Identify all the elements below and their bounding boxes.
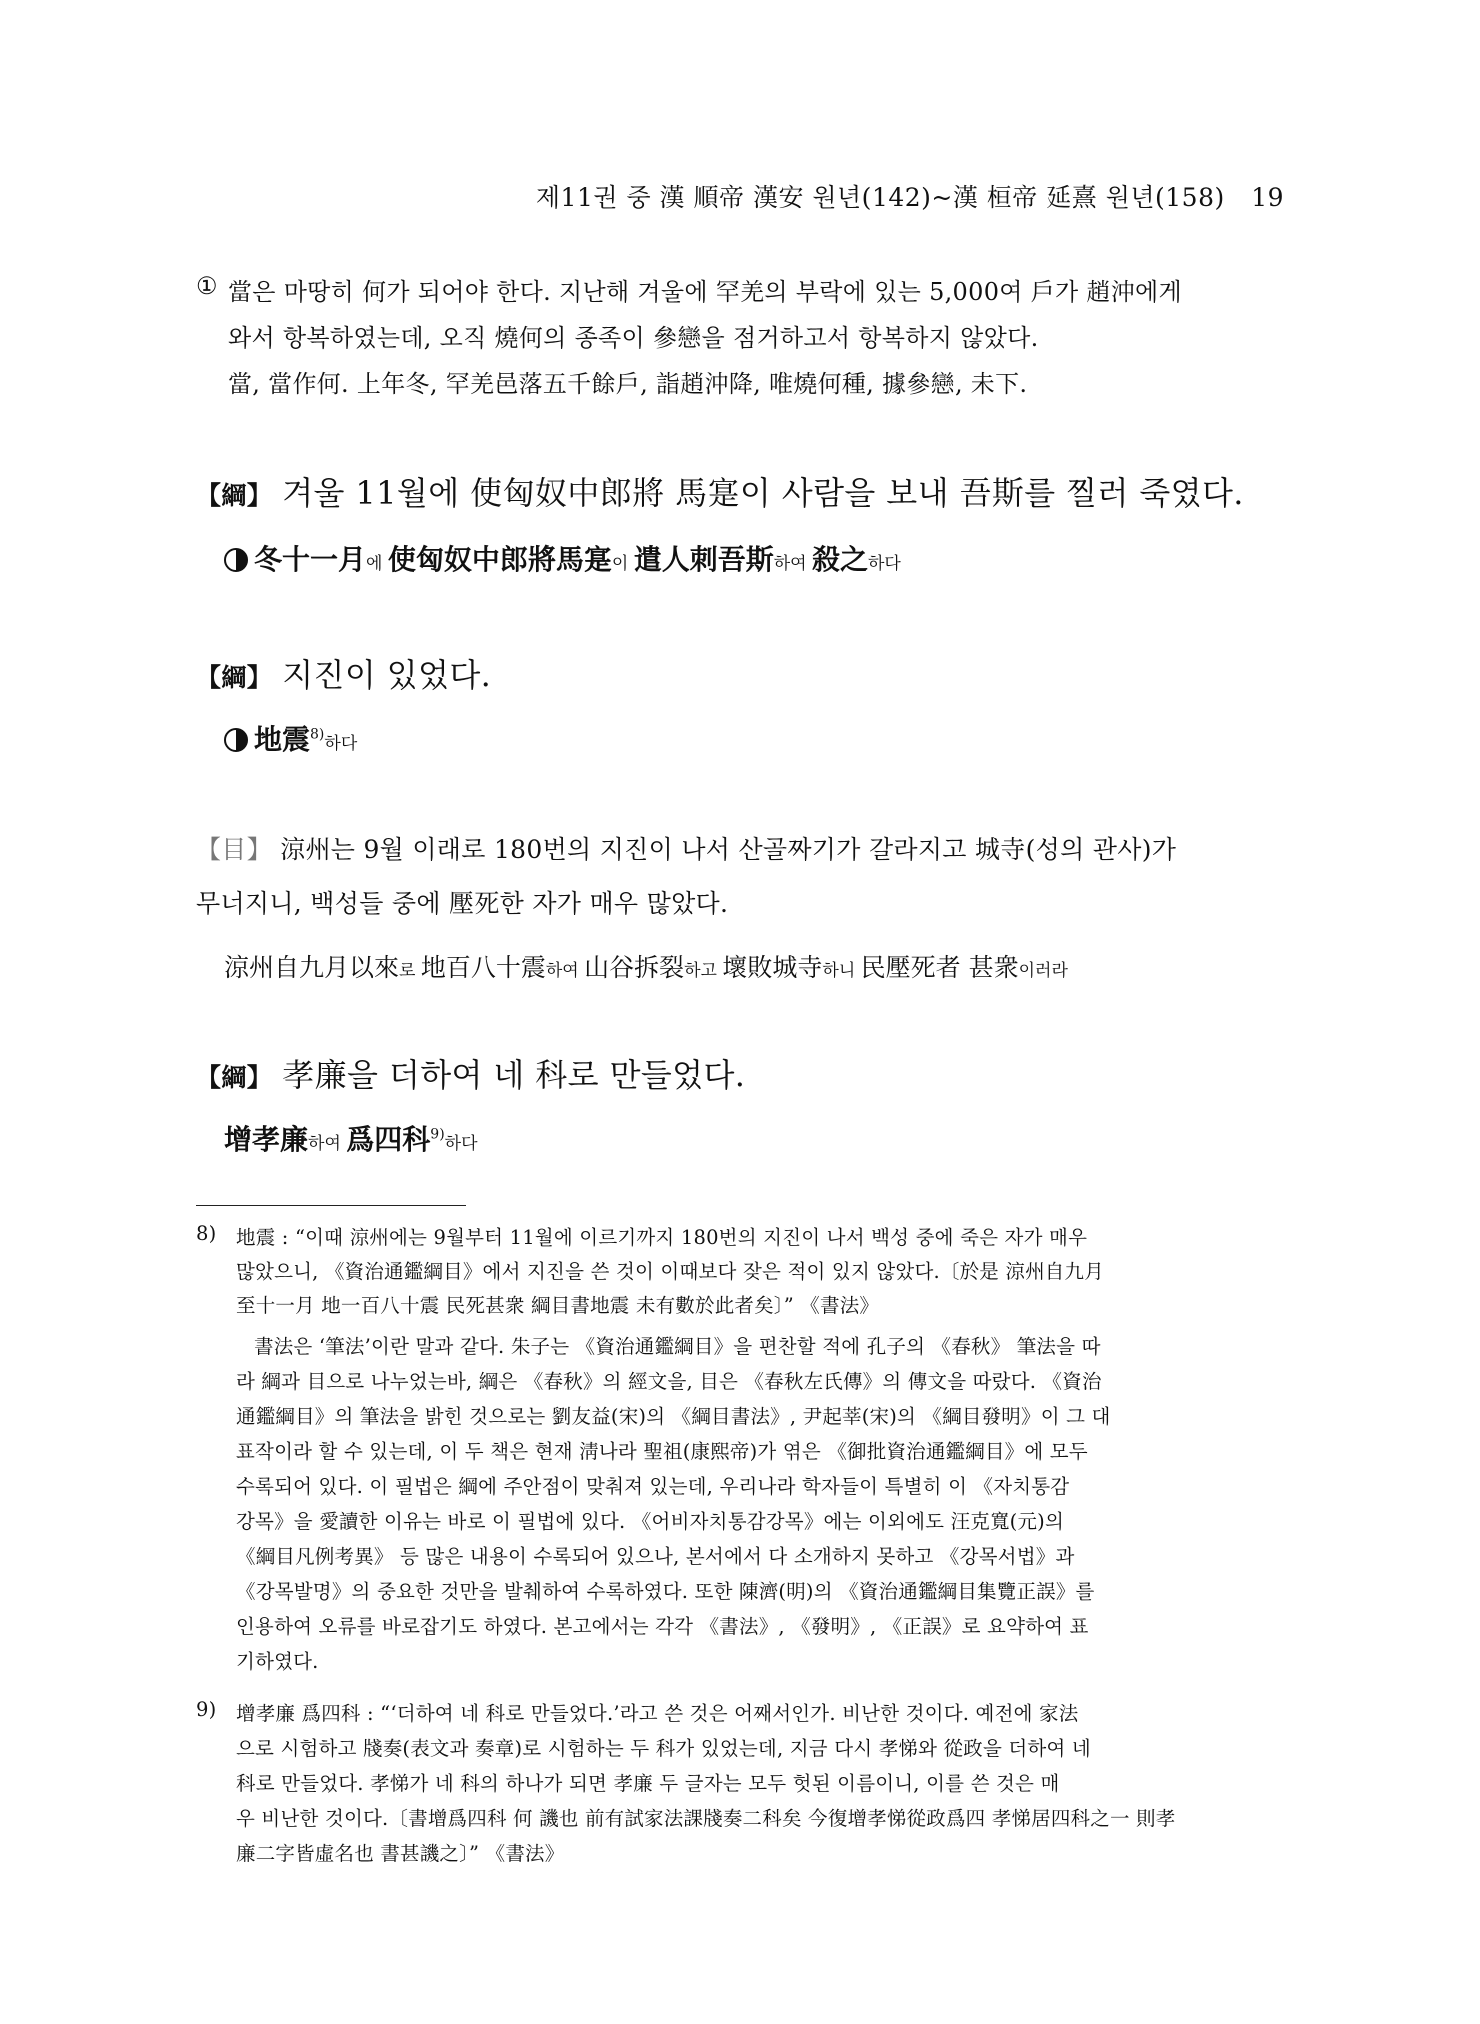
footnote-8-line: 《綱目凡例考異》 등 많은 내용이 수록되어 있으나, 본서에서 다 소개하지 못하고 《강목서법》과 <box>236 1545 1075 1568</box>
mok-entry-line-2: 무너지니, 백성들 중에 壓死한 자가 매우 많았다. <box>196 889 729 918</box>
footnote-ref-8[interactable]: 8) <box>310 726 325 743</box>
source-particle: 하여 <box>545 961 585 981</box>
kang-entry-4 <box>196 1050 745 1096</box>
footnote-9-line: 科로 만들었다. 孝悌가 네 科의 하나가 되면 孝廉 두 글자는 모두 헛된 이름이니, 이를 쓴 것은 매 <box>236 1772 1060 1795</box>
source-particle: 하다 <box>324 734 358 754</box>
source-chars: 遣人刺吾斯 <box>633 543 774 576</box>
running-header <box>536 178 1284 214</box>
source-text <box>254 543 901 576</box>
footnote-8-line: 많았으니, 《資治通鑑綱目》에서 지진을 쓴 것이 이때보다 잦은 적이 있지 않았다.〔於是 涼州自九月 <box>236 1260 1104 1283</box>
footnote-8-line: 인용하여 오류를 바로잡기도 하였다. 본고에서는 각각 《書法》, 《發明》, 《正誤》로 요약하여 표 <box>236 1615 1089 1638</box>
source-chars: 地百八十震 <box>420 953 546 982</box>
footnote-8-line: 라 綱과 目으로 나누었는바, 綱은 《春秋》의 經文을, 目은 《春秋左氏傳》의 傳文을 따랐다. 《資治 <box>236 1370 1102 1393</box>
source-chars: 民壓死者 甚衆 <box>860 953 1019 982</box>
note1-line-3: 當, 當作何. 上年冬, 罕羌邑落五千餘戶, 詣趙沖降, 唯燒何種, 據參戀, 未下. <box>228 370 1028 398</box>
footnote-9-label: 9) <box>196 1698 217 1721</box>
source-chars: 山谷拆裂 <box>584 953 685 982</box>
source-chars: 涼州自九月以來 <box>224 953 400 982</box>
source-chars: 使匈奴中郎將馬寔 <box>387 543 612 576</box>
kang-bracket: 【綱】 <box>196 481 273 510</box>
source-chars: 壞敗城寺 <box>722 953 823 982</box>
source-particle: 하여 <box>773 554 812 574</box>
page-number: 19 <box>1251 183 1284 212</box>
kang-korean-text: 孝廉을 더하여 네 科로 만들었다. <box>282 1056 746 1094</box>
source-line-1 <box>224 538 901 578</box>
footnote-8-line: 通鑑綱目》의 筆法을 밝힌 것으로는 劉友益(宋)의 《綱目書法》, 尹起莘(宋)의 《綱目發明》이 그 대 <box>236 1405 1111 1428</box>
source-chars: 殺之 <box>811 543 868 576</box>
source-particle: 에 <box>366 554 388 574</box>
source-line-4 <box>224 1118 478 1158</box>
source-line-2 <box>224 718 357 758</box>
source-particle: 하니 <box>822 961 861 981</box>
mok-entry-line-1 <box>196 830 1176 866</box>
source-text <box>224 953 1068 982</box>
source-chars: 冬十一月 <box>254 543 367 576</box>
note-marker: ① <box>196 272 218 300</box>
kang-bracket: 【綱】 <box>196 1063 273 1092</box>
running-title: 제11권 중 漢 順帝 漢安 원년(142)~漢 桓帝 延熹 원년(158) <box>535 183 1225 212</box>
note1-line-2: 와서 항복하였는데, 오직 燒何의 종족이 參戀을 점거하고서 항복하지 않았다. <box>228 324 1039 352</box>
kang-korean-text: 지진이 있었다. <box>282 656 492 694</box>
source-line-3 <box>224 948 1068 984</box>
footnote-9-line: 으로 시험하고 牋奏(表文과 奏章)로 시험하는 두 科가 있었는데, 지금 다시 孝悌와 從政을 더하여 네 <box>236 1737 1091 1760</box>
half-circle-icon <box>224 728 248 752</box>
source-text <box>224 1123 478 1156</box>
kang-bracket: 【綱】 <box>196 663 273 692</box>
kang-korean-text: 겨울 11월에 使匈奴中郎將 馬寔이 사람을 보내 吾斯를 찔러 죽였다. <box>282 474 1244 512</box>
source-text: 地震 <box>254 723 311 756</box>
footnote-9-line: 增孝廉 爲四科 : “‘더하여 네 科로 만들었다.’라고 쓴 것은 어째서인가. 비난한 것이다. 예전에 家法 <box>236 1702 1079 1725</box>
footnote-8-line: 至十一月 地一百八十震 民死甚衆 綱目書地震 未有數於此者矣〕” 《書法》 <box>236 1294 880 1317</box>
source-chars: 增孝廉 <box>224 1123 309 1156</box>
footnote-ref-9[interactable]: 9) <box>430 1126 445 1143</box>
footnote-8-line: 강목》을 愛讀한 이유는 바로 이 필법에 있다. 《어비자치통감강목》에는 이외에도 汪克寬(元)의 <box>236 1510 1065 1533</box>
source-particle: 하다 <box>867 554 901 574</box>
source-particle: 로 <box>399 961 421 981</box>
source-particle: 하여 <box>308 1134 347 1154</box>
footnote-8-line: 《강목발명》의 중요한 것만을 발췌하여 수록하였다. 또한 陳濟(明)의 《資治通鑑綱目集覽正誤》를 <box>236 1580 1095 1603</box>
mok-bracket: 【目】 <box>196 835 272 864</box>
kang-entry-1 <box>196 468 1244 514</box>
footnote-8-label: 8) <box>196 1222 217 1245</box>
source-particle: 이러라 <box>1018 961 1068 981</box>
note1-line-1: 當은 마땅히 何가 되어야 한다. 지난해 겨울에 罕羌의 부락에 있는 5,000여 戶가 趙沖에게 <box>228 278 1182 306</box>
source-particle: 하고 <box>684 961 723 981</box>
source-chars: 爲四科 <box>346 1123 431 1156</box>
footnote-8-line: 地震 : “이때 涼州에는 9월부터 11월에 이르기까지 180번의 지진이 나서 백성 중에 죽은 자가 매우 <box>236 1226 1088 1249</box>
mok-text: 涼州는 9월 이래로 180번의 지진이 나서 산골짜기가 갈라지고 城寺(성의 관사)가 <box>280 835 1177 864</box>
source-particle: 하다 <box>444 1134 478 1154</box>
footnote-8-line: 수록되어 있다. 이 필법은 綱에 주안점이 맞춰져 있는데, 우리나라 학자들이 특별히 이 《자치통감 <box>236 1475 1070 1498</box>
source-particle: 이 <box>611 554 634 574</box>
half-circle-icon <box>224 548 248 572</box>
footnote-8-line: 표작이라 할 수 있는데, 이 두 책은 현재 淸나라 聖祖(康熙帝)가 엮은 《御批資治通鑑綱目》에 모두 <box>236 1440 1088 1463</box>
footnote-8-line: 기하였다. <box>236 1650 319 1673</box>
footnote-divider <box>196 1205 466 1206</box>
kang-entry-2 <box>196 650 491 696</box>
footnote-8-line: 書法은 ‘筆法’이란 말과 같다. 朱子는 《資治通鑑綱目》을 편찬할 적에 孔子의 《春秋》 筆法을 따 <box>254 1335 1101 1358</box>
footnote-9-line: 廉二字皆虛名也 書甚譏之〕” 《書法》 <box>236 1842 565 1865</box>
footnote-9-line: 우 비난한 것이다.〔書增爲四科 何 譏也 前有試家法課牋奏二科矣 今復增孝悌從政爲四 孝悌居四科之一 則孝 <box>236 1807 1176 1830</box>
